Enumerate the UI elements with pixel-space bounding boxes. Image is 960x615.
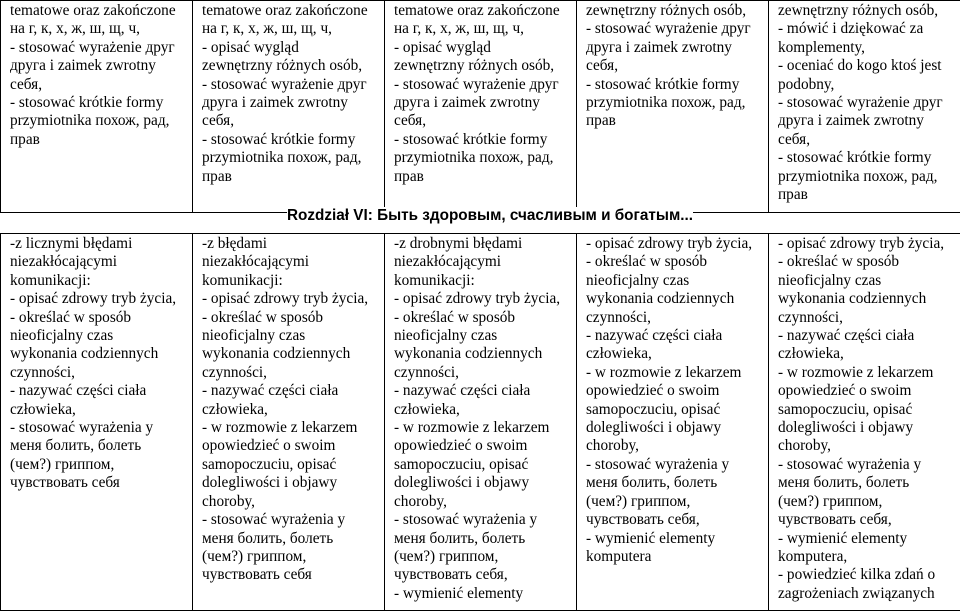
table-cell: - opisać zdrowy tryb życia, - określać w sposób nieoficjalny czas wykonania codziennych czynności, - nazywać części ciała człowieka, - w rozmowie z lekarzem opowiedzieć o swoim samopoczuciu, opisać dolegliwości i objawy choroby, - stosować wyrażenia у меня болить, болеть (чем?) гриппом, чувствовать себя, - wymienić elementy komputera, - powiedzieć kilka zdań o zagrożeniach związanych [769, 234, 960, 611]
table-cell: zewnętrzny różnych osób, - stosować wyrażenie друг друга i zaimek zwrotny себя, - stosować krótkie formy przymiotnika похож, рад, прав [577, 1, 769, 213]
table-cell: -z błędami niezakłócającymi komunikacji: - opisać zdrowy tryb życia, - określać w sposób nieoficjalny czas wykonania codziennych czynności, - nazywać części ciała człowieka, - w rozmowie z lekarzem opowiedzieć o swoim samopoczuciu, opisać dolegliwości i objawy choroby, - stosować wyrażenia у меня болить, болеть (чем?) гриппом, чувствовать себя [193, 234, 385, 611]
table-cell: -z drobnymi błędami niezakłócającymi komunikacji: - opisać zdrowy tryb życia, - określać w sposób nieoficjalny czas wykonania codziennych czynności, - nazywać części ciała człowieka, - w rozmowie z lekarzem opowiedzieć o swoim samopoczuciu, opisać dolegliwości i objawy choroby, - stosować wyrażenia у меня болить, болеть (чем?) гриппом, чувствовать себя, - wymienić elementy [385, 234, 577, 611]
table-cell: - opisać zdrowy tryb życia, - określać w sposób nieoficjalny czas wykonania codziennych czynności, - nazywać części ciała człowieka, - w rozmowie z lekarzem opowiedzieć o swoim samopoczuciu, opisać dolegliwości i objawy choroby, - stosować wyrażenia у меня болить, болеть (чем?) гриппом, чувствовать себя, - wymienić elementy komputera [577, 234, 769, 611]
table-row [1, 1, 960, 213]
table-cell: -z licznymi błędami niezakłócającymi komunikacji: - opisać zdrowy tryb życia, - określać w sposób nieoficjalny czas wykonania codziennych czynności, - nazywać części ciała człowieka, - stosować wyrażenia у меня болить, болеть (чем?) гриппом, чувствовать себя [1, 234, 193, 611]
table-cell: zewnętrzny różnych osób, - mówić i dziękować za komplementy, - oceniać do kogo ktoś jest podobny, - stosować wyrażenie друг друга i zaimek zwrotny себя, - stosować krótkie formy przymiotnika похож, рад, прав [769, 1, 960, 213]
table-row [1, 234, 960, 611]
table-cell: tematowe oraz zakończone на г, к, х, ж, ш, щ, ч, - stosować wyrażenie друг друга i zaimek zwrotny себя, - stosować krótkie formy przymiotnika похож, рад, прав [1, 1, 193, 213]
table-cell: tematowe oraz zakończone на г, к, х, ж, ш, щ, ч, - opisać wygląd zewnętrzny różnych osób, - stosować wyrażenie друг друга i zaimek zwrotny себя, - stosować krótkie formy przymiotnika похож, рад, прав [385, 1, 577, 213]
table-cell: tematowe oraz zakończone на г, к, х, ж, ш, щ, ч, - opisać wygląd zewnętrzny różnych osób, - stosować wyrażenie друг друга i zaimek zwrotny себя, - stosować krótkie formy przymiotnika похож, рад, прав [193, 1, 385, 213]
section-heading: Rozdział VI: Быть здоровым, счасливым и богатым... [287, 207, 694, 224]
